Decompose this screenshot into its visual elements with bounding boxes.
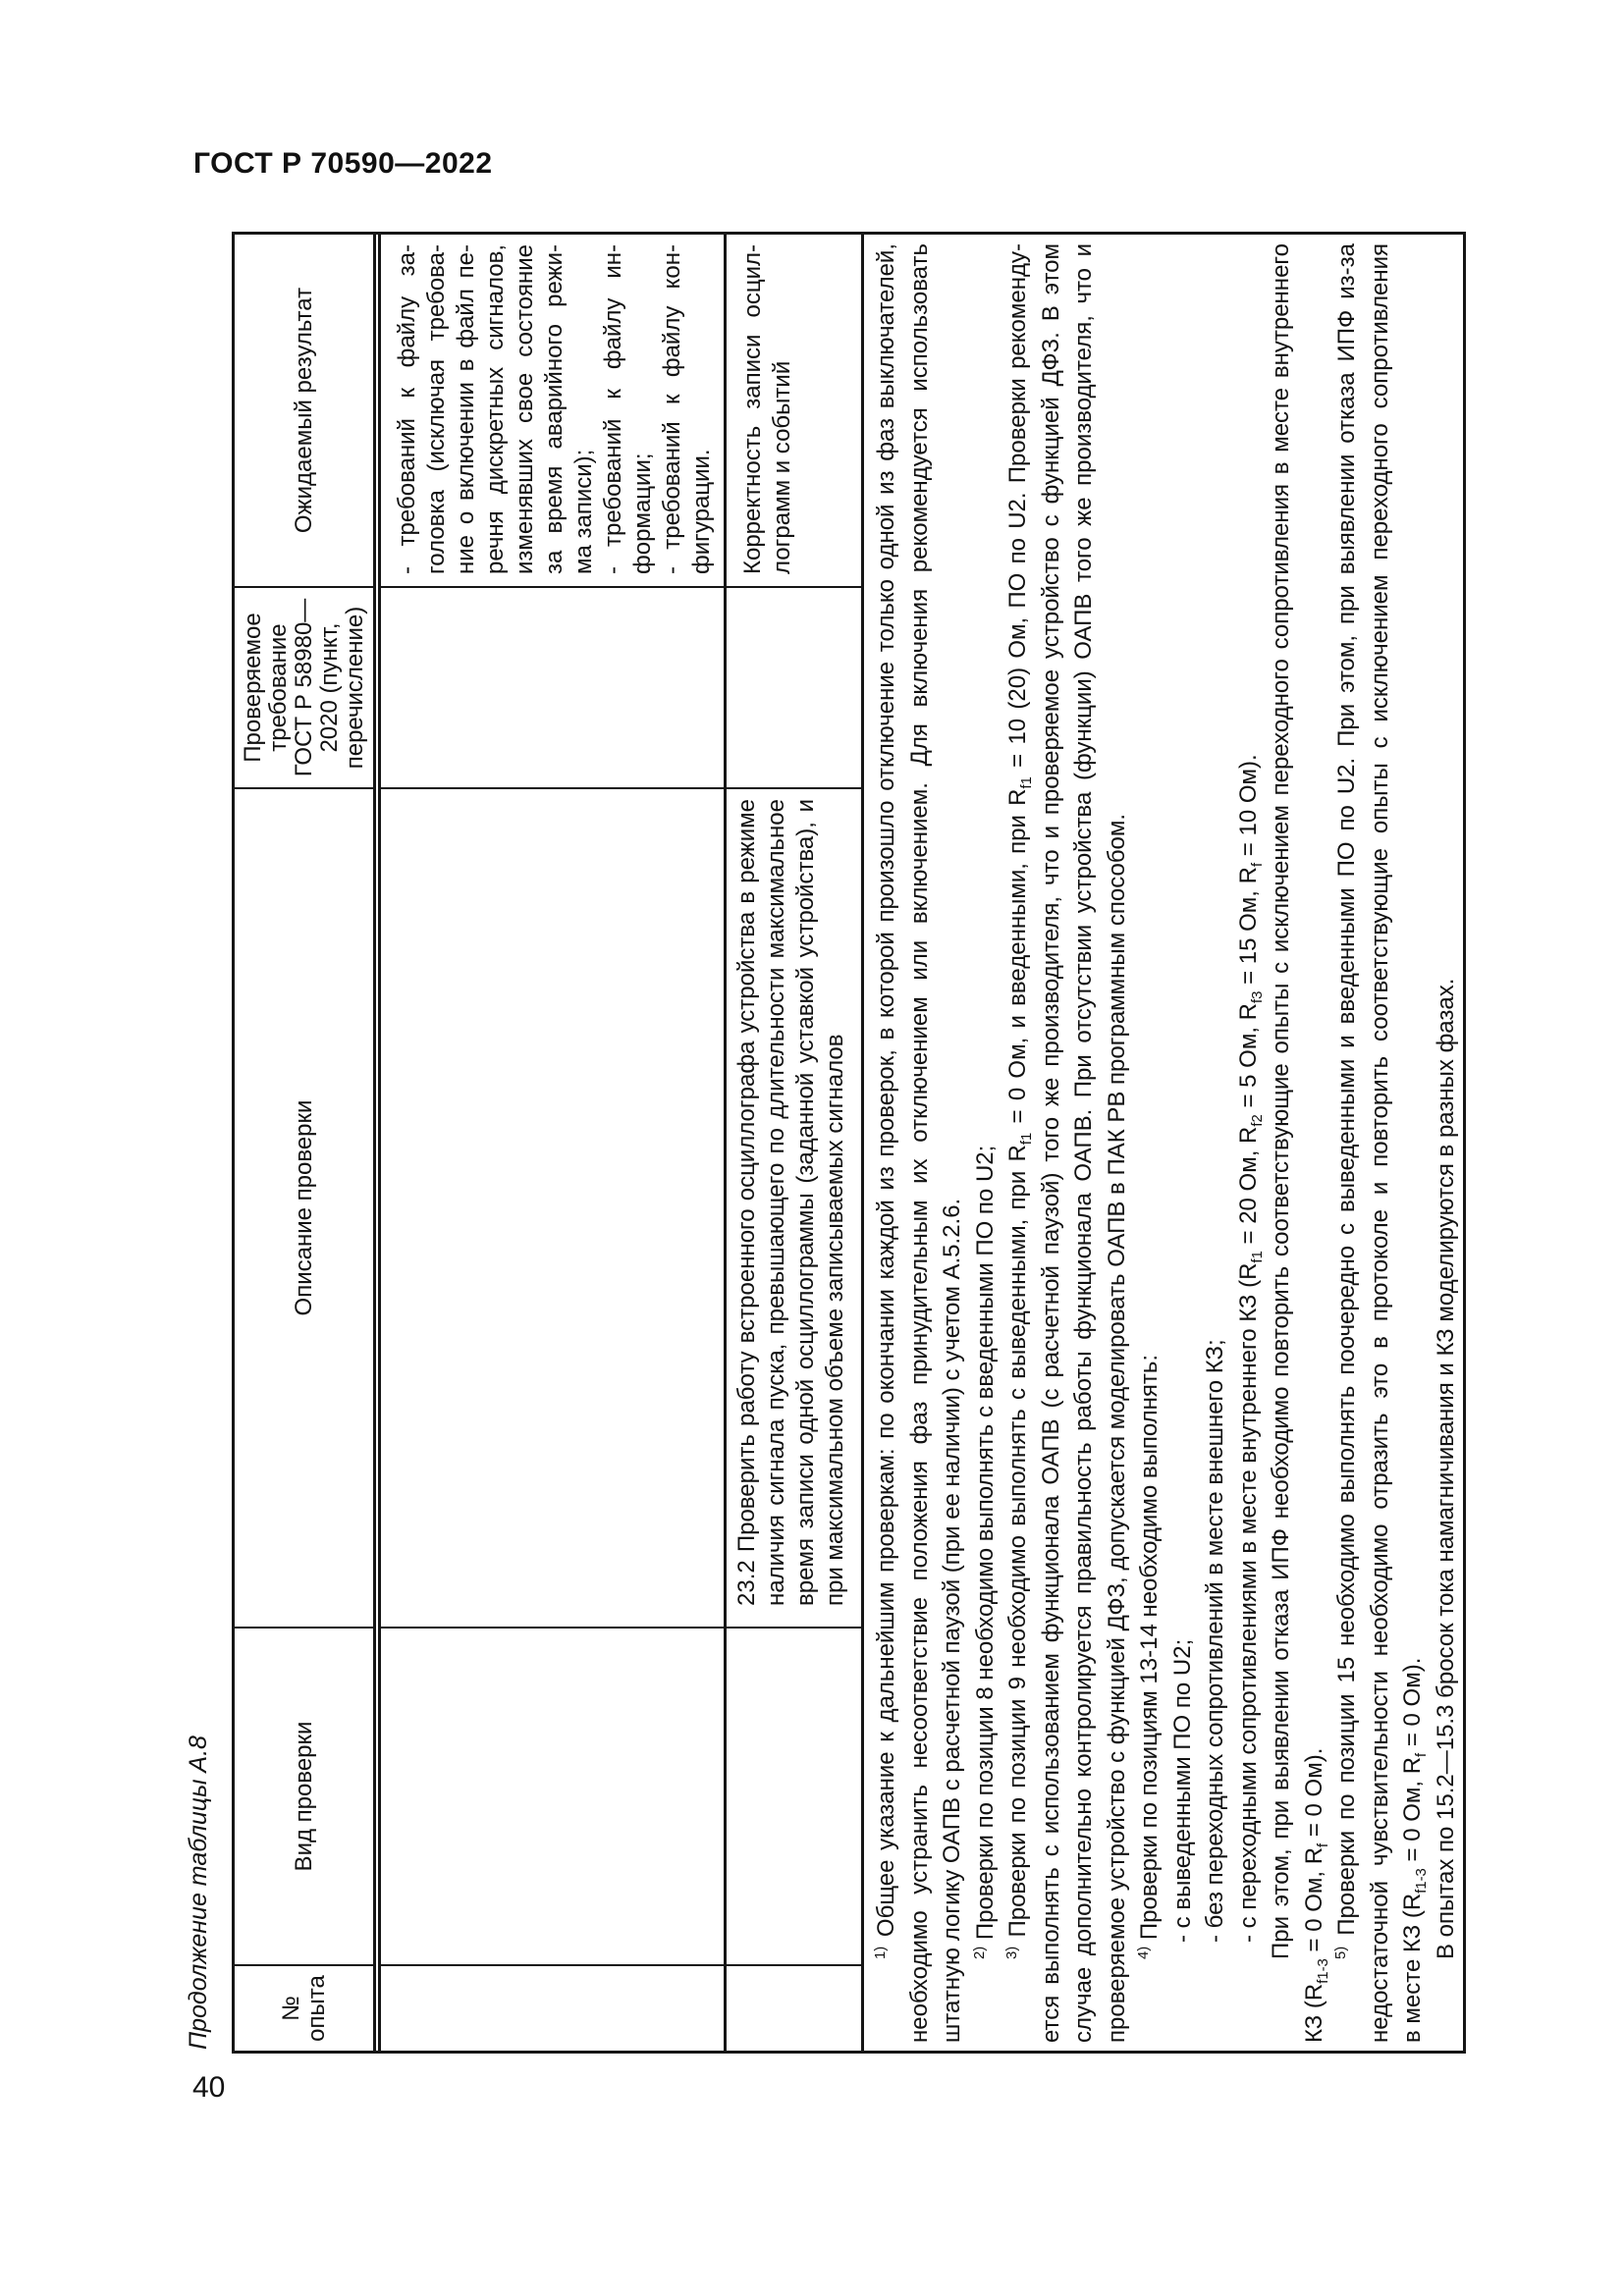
cell-req [381, 586, 724, 787]
footnote-line: ется выполнять с использованием функционала ОАПВ (с расчетной паузой) того же производителя, что и проверяемое устройство с функцией ДФЗ. В этом [1037, 243, 1064, 2043]
cell-kind [727, 1627, 861, 1964]
footnote-line: случае дополнительно контролируется правильность работы функционала ОАПВ. При отсутствии устройства (функции) ОАПВ того же производителя, что и [1070, 243, 1097, 2043]
footnote-line: штатную логику ОАПВ с расчетной паузой (при ее наличии) с учетом А.5.2.6. [939, 1198, 965, 2043]
footnote-line: $^{4)}$ Проверки по позициям 13-14 необходимо выполнять: [1136, 1354, 1163, 1959]
cell-kind [381, 1627, 724, 1964]
table-row-continued [381, 235, 727, 2051]
table-row-23-2 [727, 235, 864, 2051]
header-cell-req: Проверяемое требование ГОСТ Р 58980— 2020 (пункт, перечисление) [235, 586, 373, 787]
table-a8 [232, 232, 1466, 2054]
footnote-line: проверяемое устройство с функцией ДФЗ, допускается моделировать ОАПВ в ПАК РВ программным способом. [1103, 813, 1130, 2043]
header-cell-expected: Ожидаемый результат [290, 287, 317, 534]
footnote-line: $^{3)}$ Проверки по позиции 9 необходимо выполнять с выведенными, при $R_{f1} = 0$ Ом, и введенными, при $R_{f1} = 10$ (20) Ом, ПО по U2. Проверки рекоменду- [1004, 243, 1035, 1959]
header-cell-desc: Описание проверки [235, 787, 373, 1627]
table-caption: Продолжение таблицы А.8 [185, 1735, 212, 2050]
footnote-line: - без переходных сопротивлений в месте внешнего КЗ; [1202, 1339, 1228, 1943]
table-header-row [235, 235, 381, 2051]
cell-num [381, 1964, 724, 2051]
footnote-line: КЗ ($R_{f1-3} = 0$ Ом, $R_f = 0$ Ом). [1300, 1747, 1331, 2043]
footnote-line: $^{5)}$ Проверки по позиции 15 необходимо выполнять поочередно с выведенными и введенными ПО по U2. При этом, при выявлении отказа ИПФ из-за [1333, 243, 1360, 1959]
table-footnotes [864, 235, 1463, 2051]
cell-expected: Корректность записи осцил- лограмм и событий [739, 244, 795, 574]
footnote-line: - с переходными сопротивлениями в месте внутреннего КЗ ($R_{f1} = 20$ Ом, $R_{f2} = 5$ Ом, $R_{f3} = 15$ Ом, $R_f = 10$ Ом). [1234, 754, 1266, 1943]
footnote-line: $^{2)}$ Проверки по позиции 8 необходимо выполнять с введенными ПО по U2; [971, 1145, 999, 1959]
header-cell-kind: Вид проверки [235, 1627, 373, 1964]
cell-expected: - требований к файлу за- головка (исключая требова- ние о включении в файл пе- речня дискретных сигналов, изменявших свое состояние за время аварийного режи- ма записи); - требований к файлу ин- формации; - требований к файлу кон- фигурации. [394, 244, 715, 574]
header-cell-num: № опыта [235, 1964, 373, 2051]
footnote-line: $^{1)}$ Общее указание к дальнейшим проверкам: по окончании каждой из проверок, в которой произошло отключение только одной из фаз выключателей, [873, 243, 899, 1959]
footnote-line: в месте КЗ ($R_{f1-3} = 0$ Ом, $R_f = 0$ Ом). [1399, 1657, 1430, 2043]
footnote-line: В опытах по 15.2—15.3 бросок тока намагничивания и КЗ моделируются в разных фазах. [1432, 978, 1459, 1959]
page-number: 40 [192, 2071, 226, 2104]
footnote-line: необходимо устранить несоответствие положения фаз принудительным их отключением или включением. Для включения рекомендуется использовать [905, 243, 933, 2043]
cell-req [727, 586, 861, 787]
running-header: ГОСТ Р 70590—2022 [193, 147, 493, 180]
footnote-line: недостаточной чувствительности необходимо отразить это в протоколе и повторить соответствующие опыты с исключением переходного сопротивления [1366, 243, 1393, 2043]
cell-desc: 23.2 Проверить работу встроенного осциллографа устройства в режиме наличия сигнала пуска, превышающего по длительности максимальное время записи одной осциллограммы (заданной уставкой устройства), и при максимальном объеме записываемых сигналов [727, 787, 861, 1627]
cell-desc [381, 787, 724, 1627]
footnote-line: - с выведенными ПО по U2; [1168, 1638, 1196, 1943]
footnote-line: При этом, при выявлении отказа ИПФ необходимо повторить соответствующие опыты с исключением переходного сопротивления в месте внутреннего [1268, 243, 1294, 1959]
cell-num [727, 1964, 861, 2051]
